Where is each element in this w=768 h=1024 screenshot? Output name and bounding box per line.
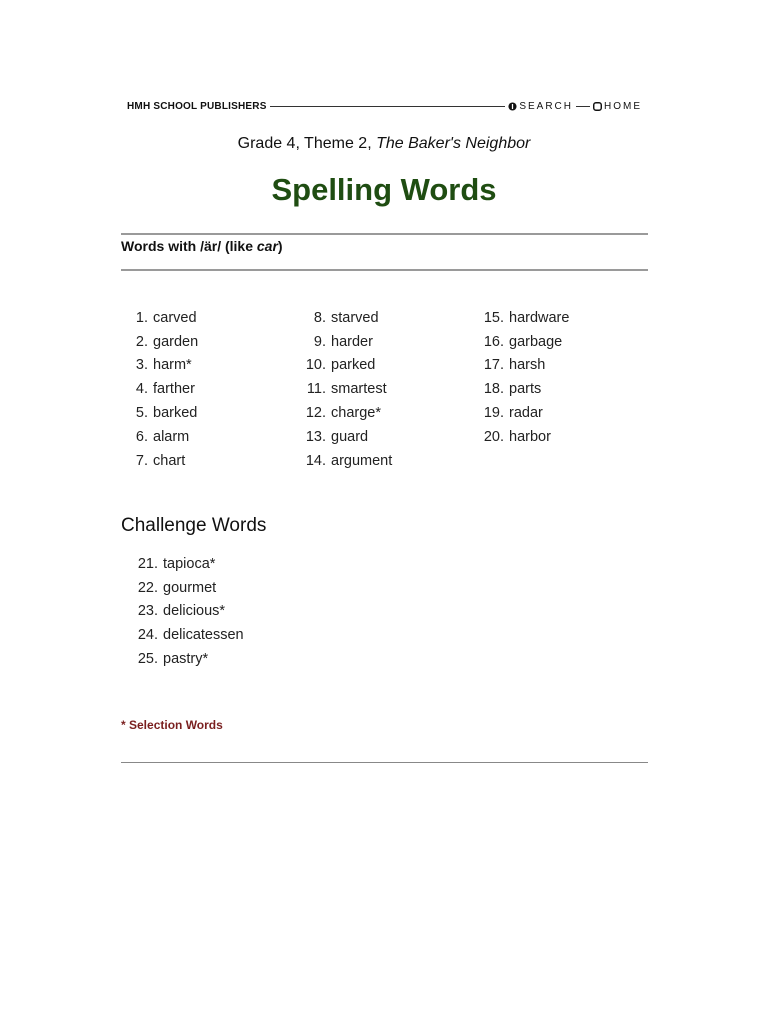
list-item (476, 306, 569, 330)
item-word: hardware (509, 309, 570, 326)
list-item (298, 354, 392, 378)
item-number: 4. (135, 381, 148, 398)
grade-theme-line (0, 135, 768, 153)
item-word: chart (153, 452, 186, 469)
section-label-suffix: ) (277, 238, 283, 254)
item-number: 20. (483, 428, 504, 445)
list-item (298, 377, 392, 401)
item-word: farther (153, 381, 195, 398)
item-number: 3. (135, 357, 148, 374)
list-item (120, 401, 198, 425)
item-number: 22. (137, 579, 158, 596)
item-word: smartest (331, 381, 387, 398)
item-number: 15. (483, 309, 504, 326)
header-divider (270, 106, 506, 107)
list-item (298, 401, 392, 425)
item-number: 1. (135, 309, 148, 326)
list-item (120, 306, 198, 330)
item-number: 14. (305, 452, 326, 469)
item-word: pastry* (163, 651, 209, 668)
list-item (130, 623, 244, 647)
item-number: 6. (135, 428, 148, 445)
item-number: 2. (135, 333, 148, 350)
list-item (120, 425, 198, 449)
item-word: charge* (331, 405, 381, 422)
search-icon (508, 102, 517, 111)
item-word: garden (153, 333, 199, 350)
item-number: 10. (305, 357, 326, 374)
item-word: harder (331, 333, 373, 350)
list-item (120, 330, 198, 354)
publisher-name: HMH SCHOOL PUBLISHERS (127, 100, 267, 112)
item-word: alarm (153, 428, 190, 445)
item-number: 25. (137, 651, 158, 668)
list-item (476, 401, 569, 425)
home-icon (593, 102, 602, 111)
list-item (476, 377, 569, 401)
list-item (298, 306, 392, 330)
header-divider-short (576, 106, 590, 107)
item-number: 21. (137, 555, 158, 572)
item-word: argument (331, 452, 393, 469)
item-word: harsh (509, 357, 546, 374)
item-number: 7. (135, 452, 148, 469)
section-label-prefix: Words with /är/ (like (121, 238, 257, 254)
selection-words-footnote: * Selection Words (121, 718, 223, 732)
item-number: 8. (313, 309, 326, 326)
section-label-example: car (256, 238, 278, 254)
item-word: carved (153, 309, 197, 326)
item-word: starved (331, 309, 379, 326)
item-word: delicatessen (163, 627, 244, 644)
list-item (120, 449, 198, 473)
word-column-2 (298, 306, 392, 473)
item-number: 13. (305, 428, 326, 445)
item-number: 12. (305, 405, 326, 422)
item-number: 24. (137, 627, 158, 644)
list-item (298, 449, 392, 473)
item-number: 5. (135, 405, 148, 422)
list-item (476, 354, 569, 378)
book-title: The Baker's Neighbor (376, 135, 531, 152)
home-link[interactable] (593, 101, 642, 112)
list-item (298, 330, 392, 354)
item-word: delicious* (163, 603, 226, 620)
item-word: garbage (509, 333, 563, 350)
section-label (121, 238, 283, 254)
item-word: radar (509, 405, 543, 422)
home-label: HOME (604, 100, 642, 112)
list-item (476, 330, 569, 354)
challenge-heading: Challenge Words (121, 515, 267, 536)
list-item (130, 600, 244, 624)
section-top-rule (121, 233, 648, 235)
page-title: Spelling Words (271, 172, 497, 207)
item-number: 9. (313, 333, 326, 350)
list-item (476, 425, 569, 449)
item-number: 23. (137, 603, 158, 620)
list-item (120, 354, 198, 378)
search-label: SEARCH (519, 100, 573, 112)
item-number: 19. (483, 405, 504, 422)
section-bottom-rule (121, 269, 648, 271)
item-word: harm* (153, 357, 192, 374)
item-word: harbor (509, 428, 551, 445)
list-item (298, 425, 392, 449)
list-item (130, 552, 244, 576)
item-word: guard (331, 428, 369, 445)
item-number: 17. (483, 357, 504, 374)
header-bar (127, 98, 642, 114)
grade-prefix: Grade 4, Theme 2, (237, 135, 377, 152)
item-word: parts (509, 381, 542, 398)
list-item (130, 647, 244, 671)
footer-rule (121, 762, 648, 763)
challenge-word-list (130, 552, 244, 671)
list-item (130, 576, 244, 600)
item-word: tapioca* (163, 555, 216, 572)
search-link[interactable] (508, 101, 573, 112)
word-column-1 (120, 306, 198, 473)
list-item (120, 377, 198, 401)
item-number: 11. (306, 381, 326, 398)
item-word: barked (153, 405, 198, 422)
item-word: parked (331, 357, 376, 374)
word-column-3 (476, 306, 569, 449)
item-number: 18. (483, 381, 504, 398)
item-number: 16. (483, 333, 504, 350)
item-word: gourmet (163, 579, 217, 596)
